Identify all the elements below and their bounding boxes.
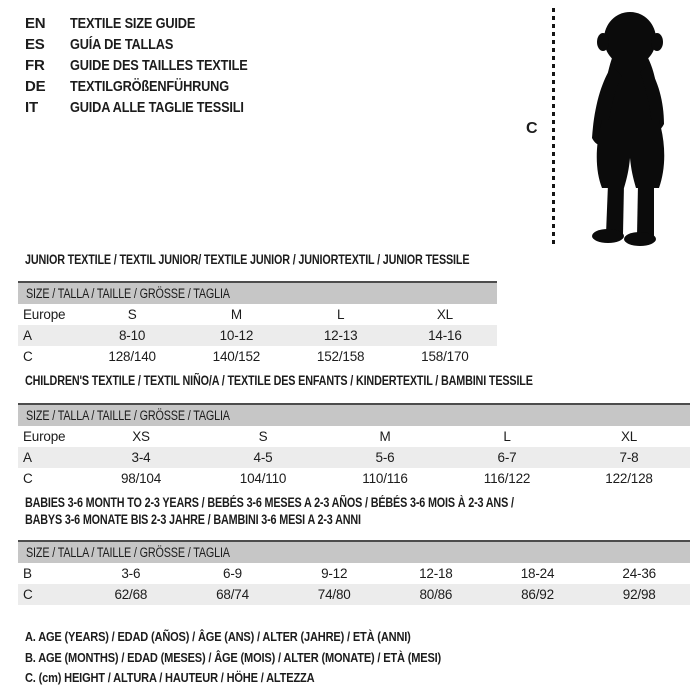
size-table-header [18, 405, 690, 426]
table-row [18, 304, 497, 325]
size-cell: 12-13 [323, 328, 358, 343]
children-size-table [18, 403, 690, 489]
size-cell: 6-9 [223, 566, 242, 581]
table-row [18, 447, 690, 468]
size-cell: 104/110 [239, 471, 287, 486]
size-cell: 7-8 [619, 450, 639, 465]
size-cell: 8-10 [119, 328, 146, 343]
language-code: DE [25, 78, 46, 95]
size-cell: S [258, 429, 268, 444]
footnotes [25, 627, 515, 689]
size-cell: 152/158 [316, 349, 365, 364]
language-code: EN [25, 15, 46, 32]
language-label: TEXTILGRÖßENFÜHRUNG [70, 78, 229, 95]
table-row [18, 468, 690, 489]
size-cell: XL [620, 429, 638, 444]
size-table-header-label: SIZE / TALLA / TAILLE / GRÖSSE / TAGLIA [26, 286, 230, 301]
size-cell: 158/170 [421, 349, 469, 364]
footnote-a: A. AGE (YEARS) / EDAD (AÑOS) / ÂGE (ANS) / ALTER (JAHRE) / ETÀ (ANNI) [25, 629, 411, 644]
size-cell: 86/92 [521, 587, 554, 602]
size-cell: 122/128 [605, 471, 653, 486]
babies-table-title-line-2: BABYS 3-6 MONATE BIS 2-3 JAHRE / BAMBINI 3-6 MESI A 2-3 ANNI [25, 512, 361, 527]
language-code: IT [25, 99, 38, 116]
row-label: A [23, 450, 32, 465]
size-cell: 12-18 [419, 566, 453, 581]
table-body [18, 426, 690, 489]
table-row [18, 325, 497, 346]
size-cell: S [127, 307, 137, 322]
size-cell: 74/80 [317, 587, 351, 602]
language-label: GUIDA ALLE TAGLIE TESSILI [70, 99, 244, 116]
language-label: TEXTILE SIZE GUIDE [70, 15, 196, 32]
row-label: C [23, 587, 33, 602]
size-cell: XS [132, 429, 150, 444]
size-table-header [18, 283, 497, 304]
size-cell: 116/122 [483, 471, 531, 486]
language-label: GUIDE DES TAILLES TEXTILE [70, 57, 248, 74]
size-cell: 9-12 [321, 566, 348, 581]
size-cell: M [379, 429, 391, 444]
babies-table-title-line-1: BABIES 3-6 MONTH TO 2-3 YEARS / BEBÉS 3-6 MESES A 2-3 AÑOS / BÉBÉS 3-6 MOIS À 2-3 ANS / [25, 495, 514, 510]
row-label: Europe [23, 307, 66, 322]
size-cell: 3-4 [131, 450, 151, 465]
size-cell: 68/74 [216, 587, 249, 602]
language-code: FR [25, 57, 45, 74]
table-row [18, 563, 690, 584]
size-cell: 6-7 [497, 450, 517, 465]
table-body [18, 304, 497, 367]
height-measure-label: C [526, 120, 538, 137]
size-cell: 98/104 [120, 471, 162, 486]
size-cell: 128/140 [108, 349, 156, 364]
size-table-header-label: SIZE / TALLA / TAILLE / GRÖSSE / TAGLIA [26, 408, 230, 423]
junior-table-title: JUNIOR TEXTILE / TEXTIL JUNIOR/ TEXTILE JUNIOR / JUNIORTEXTIL / JUNIOR TESSILE [25, 252, 470, 267]
footnote-b: B. AGE (MONTHS) / EDAD (MESES) / ÂGE (MOIS) / ALTER (MONATE) / ETÀ (MESI) [25, 649, 442, 665]
children-table-title: CHILDREN'S TEXTILE / TEXTIL NIÑO/A / TEXTILE DES ENFANTS / KINDERTEXTIL / BAMBINI TESSILE [25, 373, 533, 388]
size-cell: 92/98 [622, 587, 656, 602]
silhouette-shape [592, 12, 664, 246]
row-label: C [23, 349, 33, 364]
size-cell: 4-5 [253, 450, 273, 465]
babies-size-table [18, 540, 690, 605]
size-cell: M [230, 307, 242, 322]
size-cell: 110/116 [362, 471, 408, 486]
table-row [18, 426, 690, 447]
size-cell: 3-6 [121, 566, 141, 581]
row-label: B [23, 566, 32, 581]
language-label: GUÍA DE TALLAS [70, 36, 174, 53]
size-cell: 10-12 [219, 328, 254, 343]
babies-table-title [25, 494, 700, 528]
size-table-header-label: SIZE / TALLA / TAILLE / GRÖSSE / TAGLIA [26, 545, 230, 560]
size-cell: L [336, 307, 345, 322]
height-measure-dashed-line [552, 8, 555, 248]
size-cell: 24-36 [622, 566, 656, 581]
size-cell: 18-24 [520, 566, 555, 581]
footnote-c: C. (cm) HEIGHT / ALTURA / HAUTEUR / HÖHE / ALTEZZA [25, 670, 315, 685]
size-cell: 5-6 [375, 450, 395, 465]
language-list [25, 13, 279, 118]
toddler-silhouette-image [566, 8, 694, 248]
size-cell: XL [436, 307, 453, 322]
row-label: C [23, 471, 33, 486]
size-cell: 62/68 [114, 587, 148, 602]
table-row [18, 584, 690, 605]
size-cell: 14-16 [428, 328, 462, 343]
junior-size-table [18, 281, 497, 367]
size-cell: 80/86 [419, 587, 453, 602]
row-label: Europe [23, 429, 66, 444]
size-cell: L [503, 429, 511, 444]
table-row [18, 346, 497, 367]
table-body [18, 563, 690, 605]
size-table-header [18, 542, 690, 563]
size-cell: 140/152 [212, 349, 261, 364]
language-code: ES [25, 36, 45, 53]
row-label: A [23, 328, 32, 343]
